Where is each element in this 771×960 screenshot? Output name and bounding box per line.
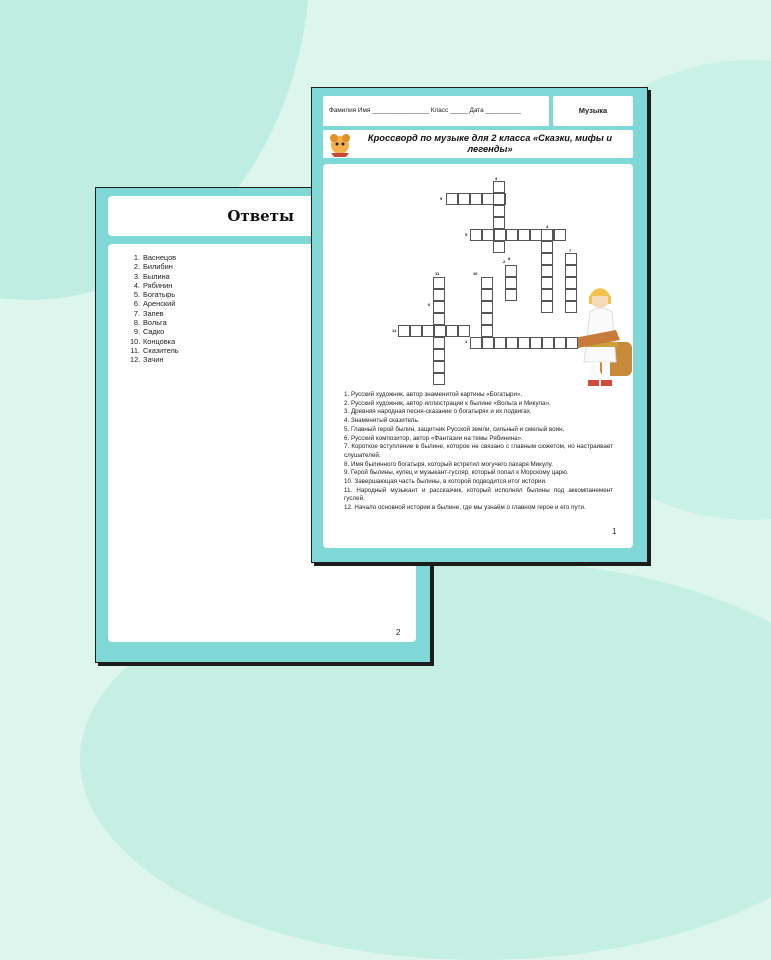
- answer-text: Васнецов: [143, 253, 177, 262]
- crossword-cell[interactable]: [433, 337, 445, 349]
- crossword-cell[interactable]: [518, 229, 530, 241]
- answer-text: Рябинин: [143, 280, 173, 290]
- crossword-cell[interactable]: [494, 229, 506, 241]
- crossword-cell[interactable]: [433, 313, 445, 325]
- answer-number: 7.: [133, 308, 140, 318]
- crossword-cell[interactable]: [433, 349, 445, 361]
- answer-text: Зачин: [143, 355, 164, 365]
- clue-item: 10. Завершающая часть былины, в которой подводится итог истории.: [344, 478, 547, 486]
- answer-number: 5.: [133, 290, 140, 300]
- answer-item: [130, 253, 179, 262]
- crossword-title: Кроссворд по музыке для 2 класса «Сказки, мифы и легенды»: [367, 133, 613, 154]
- answer-number: 2.: [133, 262, 140, 272]
- student-info-fields: Фамилия Имя ________________ Класс _____ Дата __________: [329, 107, 521, 114]
- crossword-cell[interactable]: [482, 337, 494, 349]
- crossword-cell[interactable]: [541, 253, 553, 265]
- clue-item: 11. Народный музыкант и рассказчик, который исполнял былины под аккомпанемент гуслей.: [344, 486, 613, 503]
- answer-number: 3.: [133, 271, 140, 281]
- crossword-cell[interactable]: [482, 229, 494, 241]
- grid-clue-number: 6: [428, 302, 431, 307]
- crossword-cell[interactable]: [565, 289, 577, 301]
- crossword-cell[interactable]: [493, 181, 505, 193]
- crossword-cell[interactable]: [506, 337, 518, 349]
- grid-clue-number: 7: [569, 248, 572, 253]
- crossword-cell[interactable]: [493, 241, 505, 253]
- crossword-cell[interactable]: [505, 277, 517, 289]
- grid-clue-number: 3: [495, 176, 498, 181]
- crossword-cell[interactable]: [433, 277, 445, 289]
- answer-number: 8.: [133, 318, 140, 328]
- answer-text: Былина: [143, 271, 170, 281]
- answer-item: [130, 346, 179, 355]
- grid-clue-number: 8: [508, 256, 511, 261]
- crossword-cell[interactable]: [565, 253, 577, 265]
- crossword-cell[interactable]: [541, 289, 553, 301]
- clue-item: 2. Русский художник, автор иллюстрации к былине «Вольга и Микула».: [344, 399, 551, 407]
- crossword-cell[interactable]: [541, 301, 553, 313]
- crossword-cell[interactable]: [541, 241, 553, 253]
- crossword-cell[interactable]: [422, 325, 434, 337]
- answer-item: [130, 299, 179, 308]
- crossword-cell[interactable]: [541, 265, 553, 277]
- answer-number: 4.: [133, 280, 140, 290]
- crossword-cell[interactable]: [481, 301, 493, 313]
- crossword-cell[interactable]: [493, 205, 505, 217]
- answer-number: 10.: [130, 336, 141, 346]
- crossword-cell[interactable]: [458, 193, 470, 205]
- bogatyr-cat-icon: [326, 131, 354, 157]
- crossword-cell[interactable]: [481, 325, 493, 337]
- crossword-cell[interactable]: [470, 229, 482, 241]
- grid-clue-number: 12: [392, 328, 397, 333]
- crossword-cell[interactable]: [541, 277, 553, 289]
- answer-item: [130, 318, 179, 327]
- crossword-cell[interactable]: [554, 337, 566, 349]
- subject-box: [553, 96, 633, 126]
- answer-item: [130, 327, 179, 336]
- crossword-cell[interactable]: [410, 325, 422, 337]
- crossword-cell[interactable]: [506, 229, 518, 241]
- clue-item: 9. Герой былины, купец и музыкант-гусляр, который попал к Морскому царю.: [344, 469, 569, 477]
- answers-title: Ответы: [227, 207, 294, 225]
- answer-number: 6.: [133, 299, 140, 309]
- grid-clue-number: 2: [503, 259, 506, 264]
- answer-text: Садко: [143, 327, 165, 337]
- grid-clue-number: 11: [435, 271, 440, 276]
- crossword-cell[interactable]: [530, 337, 542, 349]
- crossword-title-box: [323, 130, 633, 158]
- grid-clue-number: 5: [465, 232, 468, 237]
- crossword-cell[interactable]: [518, 337, 530, 349]
- crossword-cell[interactable]: [446, 325, 458, 337]
- crossword-cell[interactable]: [493, 217, 505, 229]
- crossword-cell[interactable]: [505, 265, 517, 277]
- crossword-cell[interactable]: [470, 193, 482, 205]
- crossword-cell[interactable]: [541, 229, 553, 241]
- answer-text: Запев: [143, 308, 164, 318]
- crossword-cell[interactable]: [458, 325, 470, 337]
- crossword-cell[interactable]: [433, 289, 445, 301]
- crossword-cell[interactable]: [565, 301, 577, 313]
- answer-text: Билибин: [143, 262, 173, 272]
- crossword-cell[interactable]: [542, 337, 554, 349]
- clue-item: 12. Начало основной истории в былине, где мы узнаём о главном герое и его пути.: [344, 504, 586, 512]
- crossword-cell[interactable]: [434, 325, 446, 337]
- answer-text: Вольга: [143, 318, 167, 328]
- clue-item: 4. Знаменитый сказитель.: [344, 417, 420, 425]
- clue-item: 8. Имя былинного богатыря, который встретил могучего пахаря Микулу.: [344, 460, 553, 468]
- answer-item: [130, 337, 179, 346]
- grid-clue-number: 4: [546, 224, 549, 229]
- crossword-cell[interactable]: [566, 337, 578, 349]
- answer-item: [130, 355, 179, 364]
- crossword-cell[interactable]: [505, 289, 517, 301]
- answers-page-number: 2: [396, 628, 401, 637]
- answer-item: [130, 309, 179, 318]
- answers-list: [130, 253, 179, 365]
- crossword-cell[interactable]: [433, 361, 445, 373]
- crossword-cell[interactable]: [494, 337, 506, 349]
- clue-item: 7. Короткое вступление в былине, которое не связано с главным сюжетом, но настраивает слушателей.: [344, 443, 613, 459]
- crossword-cell[interactable]: [565, 265, 577, 277]
- student-info-box: [323, 96, 549, 126]
- clue-item: 5. Главный герой былин, защитник Русской земли, сильный и смелый воин.: [344, 425, 565, 433]
- answer-text: Концовка: [143, 336, 176, 346]
- crossword-cell[interactable]: [565, 277, 577, 289]
- crossword-cell[interactable]: [481, 313, 493, 325]
- subject-label: Музыка: [578, 106, 608, 115]
- grid-clue-number: 9: [440, 196, 443, 201]
- crossword-cell[interactable]: [470, 337, 482, 349]
- answer-item: [130, 290, 179, 299]
- answer-number: 12.: [130, 355, 141, 365]
- clue-item: 1. Русский художник, автор знаменитой картины «Богатыри».: [344, 391, 523, 398]
- answer-text: Богатырь: [143, 290, 176, 300]
- crossword-cell[interactable]: [481, 289, 493, 301]
- clues-list: [344, 391, 613, 513]
- crossword-cell[interactable]: [493, 193, 505, 205]
- answer-text: Аренский: [143, 299, 176, 309]
- crossword-cell[interactable]: [554, 229, 566, 241]
- answer-text: Сказитель: [143, 345, 179, 355]
- clue-item: 6. Русский композитор, автор «Фантазии на темы Рябинина».: [344, 434, 523, 442]
- crossword-cell[interactable]: [481, 277, 493, 289]
- answer-item: [130, 272, 179, 281]
- answer-item: [130, 281, 179, 290]
- gusli-player-illustration: [570, 282, 634, 390]
- crossword-cell[interactable]: [398, 325, 410, 337]
- clue-item: 3. Древняя народная песня-сказание о богатырях и их подвигах.: [344, 408, 532, 416]
- answer-item: [130, 262, 179, 271]
- answer-number: 1.: [133, 253, 140, 262]
- answer-number: 11.: [130, 345, 140, 355]
- grid-clue-number: 1: [465, 339, 468, 344]
- crossword-cell[interactable]: [433, 301, 445, 313]
- grid-clue-number: 10: [473, 271, 478, 276]
- answer-number: 9.: [133, 327, 140, 337]
- crossword-cell[interactable]: [446, 193, 458, 205]
- crossword-page-number: 1: [612, 527, 617, 536]
- crossword-cell[interactable]: [433, 373, 445, 385]
